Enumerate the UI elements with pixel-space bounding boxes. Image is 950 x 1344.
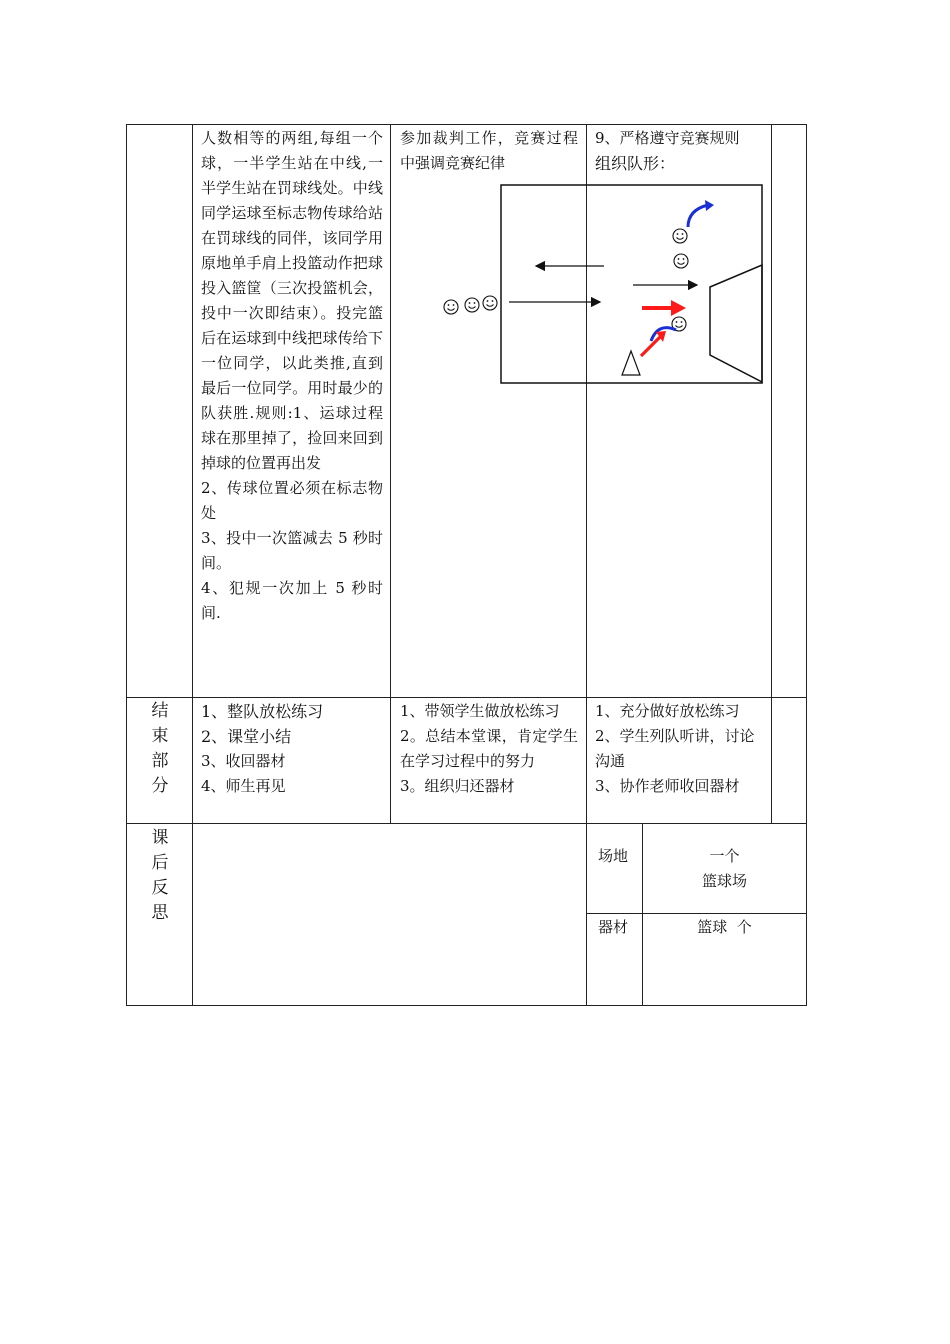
col-divider-2 [390, 124, 391, 824]
end-student-3: 3、协作老师收回器材 [595, 777, 740, 795]
end-content-3: 3、收回器材 [201, 752, 286, 770]
teacher-activity-cell [400, 126, 578, 176]
end-content-4: 4、师生再见 [201, 777, 286, 795]
col-divider-3 [586, 124, 587, 1006]
row-divider-2 [126, 823, 807, 824]
end-section-label-text: 结束部分 [151, 701, 169, 796]
student-rule-text: 9、严格遵守竞赛规则 [595, 129, 740, 147]
end-content-2: 2、课堂小结 [201, 727, 292, 746]
triangle-marker-icon [622, 351, 640, 375]
smiley-icon [465, 298, 479, 312]
smiley-icon [674, 254, 688, 268]
equipment-value: 篮球 个 [697, 918, 752, 936]
end-student-cell [595, 699, 765, 799]
table-border-left [126, 124, 127, 1006]
rule-4: 4、犯规一次加上 5 秒时间. [201, 579, 383, 622]
reflection-label-cell [150, 826, 170, 926]
game-rules-cell [201, 126, 383, 626]
formation-heading: 组织队形： [595, 154, 676, 173]
end-student-1: 1、充分做好放松练习 [595, 702, 740, 720]
col-divider-4 [771, 124, 772, 824]
game-description: 人数相等的两组,每组一个球，一半学生站在中线,一半学生站在罚球线处。中线同学运球至标志物传球给站在罚球线的同伴，该同学用原地单手肩上投篮动作把球投入篮筐（三次投篮机会，投中一次即结束）。投完篮后在运球到中线把球传给下一位同学，以此类推,直到最后一位同学。用时最少的队获胜.规则:1、运球过程球在那里掉了，捡回来回到掉球的位置再出发 [201, 129, 383, 472]
venue-label: 场地 [598, 847, 629, 865]
smiley-icon [672, 317, 686, 331]
end-student-2: 2、学生列队听讲，讨论沟通 [595, 727, 755, 770]
shot-path-upper-curve [688, 205, 708, 227]
court-half-outline [501, 185, 762, 383]
teacher-activity-text: 参加裁判工作，竞赛过程中强调竞赛纪律 [400, 129, 578, 172]
end-content-cell [201, 699, 386, 799]
shot-arrow-upper-head [705, 200, 714, 211]
end-content-1: 1、整队放松练习 [201, 702, 324, 721]
smiley-icon [483, 296, 497, 310]
col-divider-1 [192, 124, 193, 1006]
table-border-right [806, 124, 807, 1006]
smiley-icon [444, 300, 458, 314]
end-section-label-cell [150, 699, 170, 799]
table-border-bottom [126, 1005, 807, 1006]
end-teacher-3: 3。组织归还器材 [400, 777, 515, 795]
table-border-top [126, 124, 807, 125]
end-teacher-1: 1、带领学生做放松练习 [400, 702, 560, 720]
end-teacher-cell [400, 699, 578, 799]
venue-value-line2: 篮球场 [701, 872, 747, 890]
dribble-path-lower-curve [651, 328, 676, 341]
dribble-arrowhead-red [656, 331, 666, 342]
end-teacher-2: 2。总结本堂课，肯定学生在学习过程中的努力 [400, 727, 578, 770]
equipment-label: 器材 [598, 918, 629, 936]
row-divider-3 [586, 913, 807, 914]
student-activity-cell [595, 126, 767, 176]
rule-3: 3、投中一次篮减去 5 秒时间。 [201, 529, 383, 572]
reflection-label-text: 课后反思 [151, 828, 169, 923]
dribble-arrow-red-icon [641, 337, 660, 356]
row-divider-1 [126, 697, 807, 698]
rule-2: 2、传球位置必须在标志物处 [201, 479, 383, 522]
smiley-icon [673, 229, 687, 243]
basket-trapezoid-icon [710, 265, 762, 382]
pass-arrowhead-red [671, 300, 686, 316]
venue-value-line1: 一个 [709, 847, 740, 865]
